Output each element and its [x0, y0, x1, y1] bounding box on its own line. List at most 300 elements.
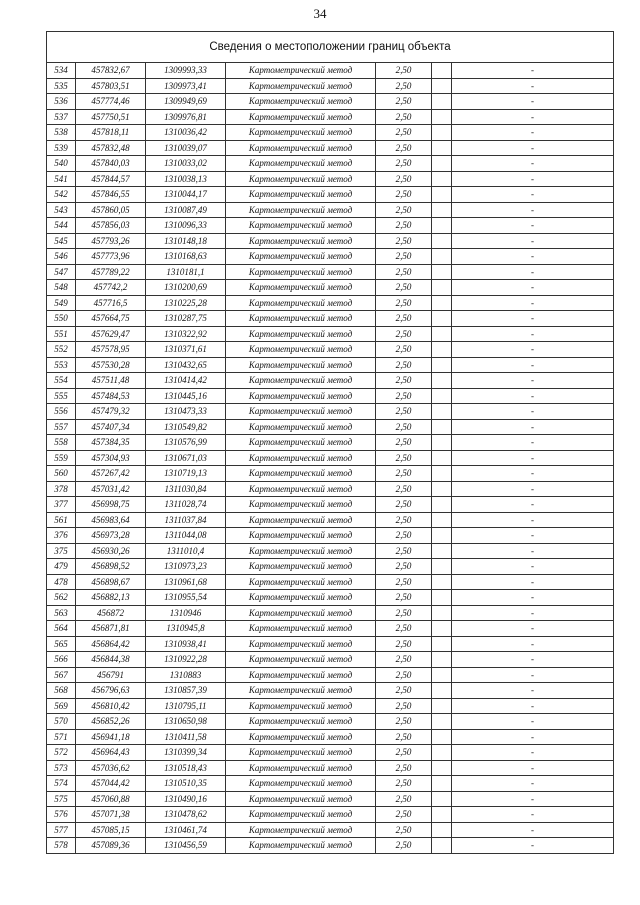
accuracy-cell: 2,50	[376, 466, 432, 482]
point-number-cell: 378	[47, 481, 76, 497]
x-coordinate-cell: 457832,67	[76, 63, 146, 79]
y-coordinate-cell: 1310414,42	[146, 373, 226, 389]
x-coordinate-cell: 457856,03	[76, 218, 146, 234]
empty-cell	[432, 311, 452, 327]
method-cell: Картометрический метод	[226, 357, 376, 373]
table-row	[47, 171, 614, 187]
accuracy-cell: 2,50	[376, 109, 432, 125]
accuracy-cell: 2,50	[376, 280, 432, 296]
method-cell: Картометрический метод	[226, 264, 376, 280]
accuracy-cell: 2,50	[376, 419, 432, 435]
accuracy-cell: 2,50	[376, 698, 432, 714]
accuracy-cell: 2,50	[376, 373, 432, 389]
empty-cell	[432, 78, 452, 94]
table-row	[47, 714, 614, 730]
method-cell: Картометрический метод	[226, 807, 376, 823]
accuracy-cell: 2,50	[376, 171, 432, 187]
x-coordinate-cell: 457773,96	[76, 249, 146, 265]
point-number-cell: 541	[47, 171, 76, 187]
y-coordinate-cell: 1310922,28	[146, 652, 226, 668]
table-row	[47, 295, 614, 311]
method-cell: Картометрический метод	[226, 388, 376, 404]
note-cell: -	[452, 791, 614, 807]
y-coordinate-cell: 1310478,62	[146, 807, 226, 823]
x-coordinate-cell: 456791	[76, 667, 146, 683]
table-row	[47, 140, 614, 156]
accuracy-cell: 2,50	[376, 605, 432, 621]
point-number-cell: 558	[47, 435, 76, 451]
page-number: 34	[313, 6, 327, 21]
table-row	[47, 574, 614, 590]
method-cell: Картометрический метод	[226, 202, 376, 218]
point-number-cell: 535	[47, 78, 76, 94]
method-cell: Картометрический метод	[226, 776, 376, 792]
accuracy-cell: 2,50	[376, 745, 432, 761]
empty-cell	[432, 714, 452, 730]
table-row	[47, 528, 614, 544]
point-number-cell: 569	[47, 698, 76, 714]
method-cell: Картометрический метод	[226, 481, 376, 497]
accuracy-cell: 2,50	[376, 404, 432, 420]
method-cell: Картометрический метод	[226, 311, 376, 327]
y-coordinate-cell: 1309976,81	[146, 109, 226, 125]
x-coordinate-cell: 456810,42	[76, 698, 146, 714]
table-row	[47, 760, 614, 776]
accuracy-cell: 2,50	[376, 233, 432, 249]
table-row	[47, 94, 614, 110]
note-cell: -	[452, 218, 614, 234]
y-coordinate-cell: 1310719,13	[146, 466, 226, 482]
note-cell: -	[452, 125, 614, 141]
x-coordinate-cell: 457044,42	[76, 776, 146, 792]
y-coordinate-cell: 1310490,16	[146, 791, 226, 807]
table-row	[47, 466, 614, 482]
y-coordinate-cell: 1310087,49	[146, 202, 226, 218]
accuracy-cell: 2,50	[376, 311, 432, 327]
method-cell: Картометрический метод	[226, 233, 376, 249]
empty-cell	[432, 373, 452, 389]
x-coordinate-cell: 457818,11	[76, 125, 146, 141]
method-cell: Картометрический метод	[226, 636, 376, 652]
method-cell: Картометрический метод	[226, 559, 376, 575]
accuracy-cell: 2,50	[376, 94, 432, 110]
accuracy-cell: 2,50	[376, 218, 432, 234]
point-number-cell: 557	[47, 419, 76, 435]
method-cell: Картометрический метод	[226, 528, 376, 544]
accuracy-cell: 2,50	[376, 621, 432, 637]
accuracy-cell: 2,50	[376, 187, 432, 203]
empty-cell	[432, 218, 452, 234]
method-cell: Картометрический метод	[226, 94, 376, 110]
note-cell: -	[452, 745, 614, 761]
empty-cell	[432, 404, 452, 420]
y-coordinate-cell: 1310461,74	[146, 822, 226, 838]
method-cell: Картометрический метод	[226, 466, 376, 482]
boundary-coordinates-table	[46, 31, 614, 854]
empty-cell	[432, 109, 452, 125]
point-number-cell: 542	[47, 187, 76, 203]
table-row	[47, 187, 614, 203]
method-cell: Картометрический метод	[226, 838, 376, 854]
method-cell: Картометрический метод	[226, 543, 376, 559]
x-coordinate-cell: 457716,5	[76, 295, 146, 311]
y-coordinate-cell: 1310576,99	[146, 435, 226, 451]
y-coordinate-cell: 1310225,28	[146, 295, 226, 311]
x-coordinate-cell: 457089,36	[76, 838, 146, 854]
note-cell: -	[452, 357, 614, 373]
empty-cell	[432, 729, 452, 745]
x-coordinate-cell: 457742,2	[76, 280, 146, 296]
accuracy-cell: 2,50	[376, 140, 432, 156]
accuracy-cell: 2,50	[376, 543, 432, 559]
point-number-cell: 547	[47, 264, 76, 280]
method-cell: Картометрический метод	[226, 574, 376, 590]
empty-cell	[432, 683, 452, 699]
x-coordinate-cell: 457085,15	[76, 822, 146, 838]
note-cell: -	[452, 605, 614, 621]
accuracy-cell: 2,50	[376, 512, 432, 528]
table-row	[47, 512, 614, 528]
table-row	[47, 621, 614, 637]
accuracy-cell: 2,50	[376, 636, 432, 652]
note-cell: -	[452, 652, 614, 668]
point-number-cell: 545	[47, 233, 76, 249]
accuracy-cell: 2,50	[376, 667, 432, 683]
note-cell: -	[452, 636, 614, 652]
method-cell: Картометрический метод	[226, 109, 376, 125]
y-coordinate-cell: 1310322,92	[146, 326, 226, 342]
table-row	[47, 807, 614, 823]
method-cell: Картометрический метод	[226, 125, 376, 141]
empty-cell	[432, 636, 452, 652]
table-row	[47, 776, 614, 792]
y-coordinate-cell: 1310033,02	[146, 156, 226, 172]
note-cell: -	[452, 342, 614, 358]
point-number-cell: 556	[47, 404, 76, 420]
point-number-cell: 567	[47, 667, 76, 683]
x-coordinate-cell: 457031,42	[76, 481, 146, 497]
empty-cell	[432, 94, 452, 110]
note-cell: -	[452, 481, 614, 497]
method-cell: Картометрический метод	[226, 373, 376, 389]
method-cell: Картометрический метод	[226, 63, 376, 79]
point-number-cell: 537	[47, 109, 76, 125]
y-coordinate-cell: 1310473,33	[146, 404, 226, 420]
table-row	[47, 264, 614, 280]
accuracy-cell: 2,50	[376, 838, 432, 854]
point-number-cell: 479	[47, 559, 76, 575]
y-coordinate-cell: 1310038,13	[146, 171, 226, 187]
method-cell: Картометрический метод	[226, 497, 376, 513]
accuracy-cell: 2,50	[376, 202, 432, 218]
y-coordinate-cell: 1310938,41	[146, 636, 226, 652]
table-row	[47, 481, 614, 497]
note-cell: -	[452, 187, 614, 203]
method-cell: Картометрический метод	[226, 249, 376, 265]
x-coordinate-cell: 457840,03	[76, 156, 146, 172]
empty-cell	[432, 140, 452, 156]
point-number-cell: 566	[47, 652, 76, 668]
accuracy-cell: 2,50	[376, 791, 432, 807]
x-coordinate-cell: 456796,63	[76, 683, 146, 699]
y-coordinate-cell: 1309993,33	[146, 63, 226, 79]
method-cell: Картометрический метод	[226, 419, 376, 435]
y-coordinate-cell: 1310039,07	[146, 140, 226, 156]
point-number-cell: 571	[47, 729, 76, 745]
empty-cell	[432, 233, 452, 249]
method-cell: Картометрический метод	[226, 404, 376, 420]
x-coordinate-cell: 457803,51	[76, 78, 146, 94]
y-coordinate-cell: 1310549,82	[146, 419, 226, 435]
point-number-cell: 559	[47, 450, 76, 466]
note-cell: -	[452, 466, 614, 482]
note-cell: -	[452, 94, 614, 110]
table-header-row	[47, 32, 614, 63]
y-coordinate-cell: 1310946	[146, 605, 226, 621]
accuracy-cell: 2,50	[376, 357, 432, 373]
method-cell: Картометрический метод	[226, 822, 376, 838]
y-coordinate-cell: 1311037,84	[146, 512, 226, 528]
note-cell: -	[452, 249, 614, 265]
x-coordinate-cell: 457578,95	[76, 342, 146, 358]
y-coordinate-cell: 1310168,63	[146, 249, 226, 265]
empty-cell	[432, 652, 452, 668]
note-cell: -	[452, 776, 614, 792]
note-cell: -	[452, 807, 614, 823]
table-row	[47, 311, 614, 327]
x-coordinate-cell: 456882,13	[76, 590, 146, 606]
y-coordinate-cell: 1310411,58	[146, 729, 226, 745]
point-number-cell: 562	[47, 590, 76, 606]
note-cell: -	[452, 295, 614, 311]
x-coordinate-cell: 456941,18	[76, 729, 146, 745]
method-cell: Картометрический метод	[226, 621, 376, 637]
method-cell: Картометрический метод	[226, 156, 376, 172]
table-row	[47, 667, 614, 683]
note-cell: -	[452, 264, 614, 280]
y-coordinate-cell: 1310510,35	[146, 776, 226, 792]
y-coordinate-cell: 1310181,1	[146, 264, 226, 280]
y-coordinate-cell: 1310148,18	[146, 233, 226, 249]
point-number-cell: 554	[47, 373, 76, 389]
x-coordinate-cell: 456844,38	[76, 652, 146, 668]
method-cell: Картометрический метод	[226, 698, 376, 714]
method-cell: Картометрический метод	[226, 280, 376, 296]
method-cell: Картометрический метод	[226, 714, 376, 730]
point-number-cell: 377	[47, 497, 76, 513]
empty-cell	[432, 590, 452, 606]
point-number-cell: 555	[47, 388, 76, 404]
note-cell: -	[452, 450, 614, 466]
x-coordinate-cell: 457384,35	[76, 435, 146, 451]
x-coordinate-cell: 456871,81	[76, 621, 146, 637]
note-cell: -	[452, 373, 614, 389]
note-cell: -	[452, 559, 614, 575]
x-coordinate-cell: 456852,26	[76, 714, 146, 730]
y-coordinate-cell: 1310456,59	[146, 838, 226, 854]
table-row	[47, 249, 614, 265]
accuracy-cell: 2,50	[376, 760, 432, 776]
y-coordinate-cell: 1310671,03	[146, 450, 226, 466]
point-number-cell: 536	[47, 94, 76, 110]
y-coordinate-cell: 1310883	[146, 667, 226, 683]
empty-cell	[432, 528, 452, 544]
table-row	[47, 450, 614, 466]
table-row	[47, 373, 614, 389]
x-coordinate-cell: 457860,05	[76, 202, 146, 218]
accuracy-cell: 2,50	[376, 714, 432, 730]
table-row	[47, 652, 614, 668]
y-coordinate-cell: 1310650,98	[146, 714, 226, 730]
method-cell: Картометрический метод	[226, 729, 376, 745]
x-coordinate-cell: 457789,22	[76, 264, 146, 280]
y-coordinate-cell: 1310961,68	[146, 574, 226, 590]
point-number-cell: 376	[47, 528, 76, 544]
note-cell: -	[452, 171, 614, 187]
empty-cell	[432, 497, 452, 513]
accuracy-cell: 2,50	[376, 729, 432, 745]
note-cell: -	[452, 233, 614, 249]
empty-cell	[432, 187, 452, 203]
accuracy-cell: 2,50	[376, 388, 432, 404]
empty-cell	[432, 326, 452, 342]
point-number-cell: 552	[47, 342, 76, 358]
empty-cell	[432, 698, 452, 714]
point-number-cell: 570	[47, 714, 76, 730]
empty-cell	[432, 760, 452, 776]
empty-cell	[432, 295, 452, 311]
note-cell: -	[452, 156, 614, 172]
empty-cell	[432, 574, 452, 590]
empty-cell	[432, 667, 452, 683]
method-cell: Картометрический метод	[226, 512, 376, 528]
note-cell: -	[452, 388, 614, 404]
note-cell: -	[452, 838, 614, 854]
y-coordinate-cell: 1309949,69	[146, 94, 226, 110]
point-number-cell: 568	[47, 683, 76, 699]
note-cell: -	[452, 435, 614, 451]
table-row	[47, 233, 614, 249]
table-row	[47, 605, 614, 621]
note-cell: -	[452, 202, 614, 218]
accuracy-cell: 2,50	[376, 822, 432, 838]
method-cell: Картометрический метод	[226, 295, 376, 311]
point-number-cell: 478	[47, 574, 76, 590]
table-row	[47, 559, 614, 575]
point-number-cell: 540	[47, 156, 76, 172]
note-cell: -	[452, 590, 614, 606]
table-row	[47, 357, 614, 373]
accuracy-cell: 2,50	[376, 776, 432, 792]
table-row	[47, 636, 614, 652]
method-cell: Картометрический метод	[226, 605, 376, 621]
x-coordinate-cell: 457071,38	[76, 807, 146, 823]
x-coordinate-cell: 457846,55	[76, 187, 146, 203]
method-cell: Картометрический метод	[226, 326, 376, 342]
y-coordinate-cell: 1310445,16	[146, 388, 226, 404]
point-number-cell: 539	[47, 140, 76, 156]
accuracy-cell: 2,50	[376, 435, 432, 451]
table-row	[47, 419, 614, 435]
note-cell: -	[452, 140, 614, 156]
accuracy-cell: 2,50	[376, 264, 432, 280]
accuracy-cell: 2,50	[376, 342, 432, 358]
accuracy-cell: 2,50	[376, 497, 432, 513]
table-row	[47, 109, 614, 125]
note-cell: -	[452, 63, 614, 79]
accuracy-cell: 2,50	[376, 78, 432, 94]
x-coordinate-cell: 457511,48	[76, 373, 146, 389]
table-row	[47, 218, 614, 234]
empty-cell	[432, 822, 452, 838]
y-coordinate-cell: 1309973,41	[146, 78, 226, 94]
note-cell: -	[452, 729, 614, 745]
empty-cell	[432, 264, 452, 280]
point-number-cell: 549	[47, 295, 76, 311]
point-number-cell: 563	[47, 605, 76, 621]
empty-cell	[432, 357, 452, 373]
table-row	[47, 745, 614, 761]
table-row	[47, 404, 614, 420]
accuracy-cell: 2,50	[376, 249, 432, 265]
method-cell: Картометрический метод	[226, 342, 376, 358]
y-coordinate-cell: 1311028,74	[146, 497, 226, 513]
x-coordinate-cell: 457832,48	[76, 140, 146, 156]
method-cell: Картометрический метод	[226, 683, 376, 699]
table-row	[47, 838, 614, 854]
empty-cell	[432, 745, 452, 761]
accuracy-cell: 2,50	[376, 326, 432, 342]
method-cell: Картометрический метод	[226, 187, 376, 203]
table-row	[47, 543, 614, 559]
x-coordinate-cell: 457844,57	[76, 171, 146, 187]
table-row	[47, 202, 614, 218]
table-row	[47, 497, 614, 513]
empty-cell	[432, 419, 452, 435]
point-number-cell: 375	[47, 543, 76, 559]
empty-cell	[432, 125, 452, 141]
note-cell: -	[452, 574, 614, 590]
note-cell: -	[452, 714, 614, 730]
method-cell: Картометрический метод	[226, 791, 376, 807]
point-number-cell: 546	[47, 249, 76, 265]
y-coordinate-cell: 1310399,34	[146, 745, 226, 761]
empty-cell	[432, 342, 452, 358]
point-number-cell: 543	[47, 202, 76, 218]
note-cell: -	[452, 78, 614, 94]
table-row	[47, 590, 614, 606]
empty-cell	[432, 280, 452, 296]
empty-cell	[432, 621, 452, 637]
y-coordinate-cell: 1310200,69	[146, 280, 226, 296]
note-cell: -	[452, 109, 614, 125]
accuracy-cell: 2,50	[376, 559, 432, 575]
accuracy-cell: 2,50	[376, 590, 432, 606]
y-coordinate-cell: 1310096,33	[146, 218, 226, 234]
accuracy-cell: 2,50	[376, 683, 432, 699]
point-number-cell: 564	[47, 621, 76, 637]
x-coordinate-cell: 457407,34	[76, 419, 146, 435]
table-row	[47, 156, 614, 172]
empty-cell	[432, 543, 452, 559]
note-cell: -	[452, 683, 614, 699]
point-number-cell: 578	[47, 838, 76, 854]
empty-cell	[432, 466, 452, 482]
x-coordinate-cell: 457750,51	[76, 109, 146, 125]
point-number-cell: 534	[47, 63, 76, 79]
empty-cell	[432, 807, 452, 823]
empty-cell	[432, 171, 452, 187]
